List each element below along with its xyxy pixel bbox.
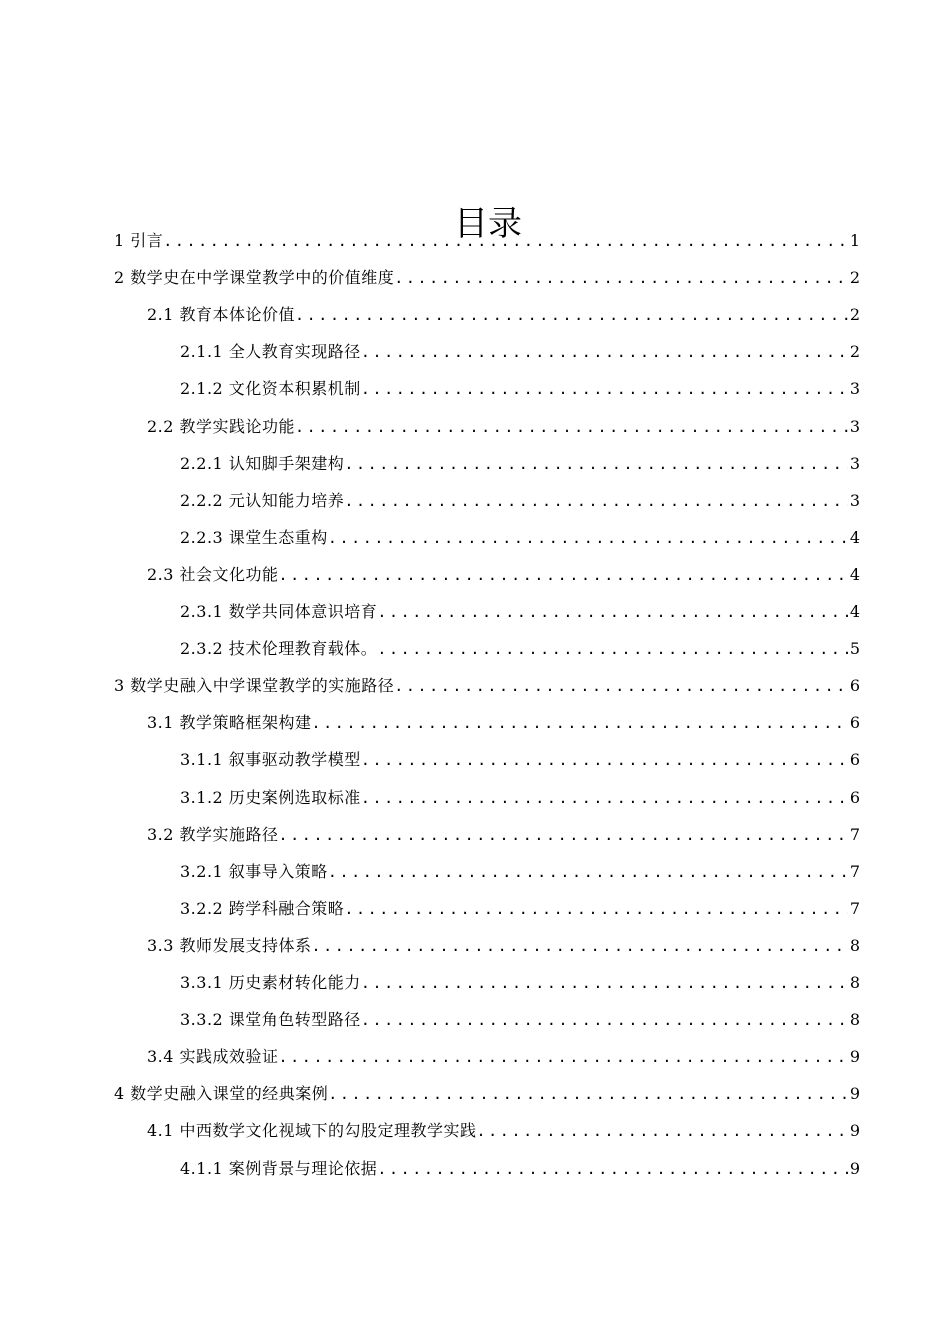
toc-page-number: 4 — [849, 527, 860, 547]
toc-entry-text: 2.1 教育本体论价值 — [147, 305, 296, 325]
toc-page-number: 6 — [849, 676, 860, 696]
toc-entry-text: 4.1.1 案例背景与理论依据 — [180, 1158, 378, 1178]
toc-entry-level-3[interactable] — [180, 445, 860, 475]
toc-page-number: 3 — [849, 379, 860, 399]
toc-entry-level-3[interactable] — [180, 519, 860, 549]
toc-dot-leader — [279, 824, 848, 846]
toc-entry-text: 2 数学史在中学课堂教学中的价值维度 — [114, 268, 395, 288]
toc-entry-level-1[interactable] — [114, 667, 860, 697]
toc-entry-text: 3.3 教师发展支持体系 — [147, 935, 312, 955]
toc-entry-text: 3.3.1 历史素材转化能力 — [180, 973, 361, 992]
toc-entry-level-3[interactable] — [180, 630, 860, 660]
toc-entry-text: 4 数学史融入课堂的经典案例 — [114, 1084, 329, 1104]
toc-entry-level-3[interactable] — [180, 1001, 860, 1031]
toc-entry-text: 3.4 实践成效验证 — [147, 1047, 279, 1067]
toc-dot-leader — [295, 304, 848, 326]
toc-entry-level-1[interactable] — [114, 222, 860, 252]
toc-page-number: 2 — [849, 342, 860, 362]
toc-page-number: 5 — [849, 639, 860, 659]
toc-dot-leader — [344, 898, 848, 920]
toc-entry-text: 2.1.2 文化资本积累机制 — [180, 379, 361, 399]
toc-entry-level-3[interactable] — [180, 370, 860, 400]
toc-dot-leader — [312, 935, 848, 957]
toc-dot-leader — [295, 416, 848, 438]
toc-dot-leader — [361, 378, 848, 400]
toc-entry-text: 3.2 教学实施路径 — [147, 824, 279, 844]
toc-entry-level-3[interactable] — [180, 964, 860, 994]
toc-dot-leader — [312, 712, 848, 734]
toc-dot-leader — [394, 675, 848, 697]
toc-entry-level-3[interactable] — [180, 741, 860, 771]
toc-entry-level-2[interactable] — [147, 1038, 860, 1068]
toc-entry-text: 2.2.3 课堂生态重构 — [180, 527, 328, 547]
toc-dot-leader — [344, 453, 848, 475]
toc-entry-level-2[interactable] — [147, 816, 860, 846]
toc-dot-leader — [279, 1046, 848, 1068]
toc-entry-level-3[interactable] — [180, 333, 860, 363]
toc-entry-level-2[interactable] — [147, 1112, 860, 1142]
toc-entry-text: 2.2 教学实践论功能 — [147, 416, 296, 436]
toc-dot-leader — [361, 787, 848, 809]
toc-page-number: 9 — [849, 1158, 860, 1178]
toc-dot-leader — [361, 749, 848, 771]
toc-page-number: 4 — [849, 564, 860, 584]
toc-dot-leader — [279, 564, 848, 586]
toc-entry-text: 3.1 教学策略框架构建 — [147, 713, 312, 733]
toc-entry-text: 2.3 社会文化功能 — [147, 564, 279, 584]
toc-entry-level-3[interactable] — [180, 853, 860, 883]
toc-entry-text: 4.1 中西数学文化视域下的勾股定理教学实践 — [147, 1121, 477, 1141]
toc-entry-text: 2.3.2 技术伦理教育载体。 — [180, 639, 378, 659]
toc-page-number: 2 — [849, 305, 860, 325]
toc-page-number: 9 — [849, 1047, 860, 1067]
toc-page-number: 9 — [849, 1121, 860, 1141]
toc-page-number: 3 — [849, 490, 860, 510]
toc-entry-level-3[interactable] — [180, 890, 860, 920]
toc-page-number: 6 — [849, 787, 860, 807]
toc-dot-leader — [328, 861, 848, 883]
toc-dot-leader — [328, 527, 848, 549]
toc-page-number: 6 — [849, 750, 860, 770]
toc-page-number: 4 — [849, 602, 860, 621]
toc-entry-text: 3 数学史融入中学课堂教学的实施路径 — [114, 676, 395, 696]
toc-entry-text: 3.1.2 历史案例选取标准 — [180, 787, 361, 807]
toc-dot-leader — [394, 267, 848, 289]
toc-entry-level-1[interactable] — [114, 259, 860, 289]
toc-page-number: 9 — [849, 1084, 860, 1104]
toc-dot-leader — [377, 638, 848, 660]
toc-dot-leader — [361, 341, 848, 363]
toc-page-number: 8 — [849, 1010, 860, 1030]
toc-entry-text: 2.1.1 全人教育实现路径 — [180, 342, 361, 362]
toc-dot-leader — [163, 230, 848, 252]
toc-page-number: 1 — [849, 231, 860, 250]
toc-dot-leader — [361, 1009, 848, 1031]
toc-entry-level-1[interactable] — [114, 1075, 860, 1105]
toc-entry-level-3[interactable] — [180, 593, 860, 623]
toc-page-number: 7 — [849, 898, 860, 918]
toc-page-number: 8 — [849, 973, 860, 992]
toc-page-number: 6 — [849, 713, 860, 733]
toc-title: 目录 — [454, 203, 522, 244]
toc-dot-leader — [477, 1120, 848, 1142]
toc-page-number: 2 — [849, 268, 860, 288]
toc-entry-level-2[interactable] — [147, 704, 860, 734]
toc-entry-text: 2.2.1 认知脚手架建构 — [180, 453, 345, 473]
toc-entry-text: 3.3.2 课堂角色转型路径 — [180, 1010, 361, 1030]
toc-page-number: 8 — [849, 935, 860, 955]
toc-dot-leader — [377, 601, 848, 623]
toc-entry-text: 3.2.2 跨学科融合策略 — [180, 898, 345, 918]
toc-entry-level-2[interactable] — [147, 408, 860, 438]
toc-page-number: 3 — [849, 416, 860, 436]
toc-page-number: 3 — [849, 453, 860, 473]
toc-dot-leader — [328, 1083, 848, 1105]
toc-entry-text: 3.2.1 叙事导入策略 — [180, 861, 328, 881]
toc-entry-text: 1 引言 — [114, 231, 164, 250]
toc-dot-leader — [344, 490, 848, 512]
toc-entry-text: 2.3.1 数学共同体意识培育 — [180, 602, 378, 621]
toc-entry-text: 2.2.2 元认知能力培养 — [180, 490, 345, 510]
toc-dot-leader — [377, 1158, 848, 1180]
toc-entry-level-3[interactable] — [180, 482, 860, 512]
toc-entry-level-2[interactable] — [147, 556, 860, 586]
toc-page-number: 7 — [849, 861, 860, 881]
toc-dot-leader — [361, 972, 848, 994]
toc-entry-level-3[interactable] — [180, 1150, 860, 1180]
toc-entry-level-2[interactable] — [147, 927, 860, 957]
toc-page-number: 7 — [849, 824, 860, 844]
toc-entry-text: 3.1.1 叙事驱动教学模型 — [180, 750, 361, 770]
toc-entry-level-2[interactable] — [147, 296, 860, 326]
toc-entry-level-3[interactable] — [180, 779, 860, 809]
